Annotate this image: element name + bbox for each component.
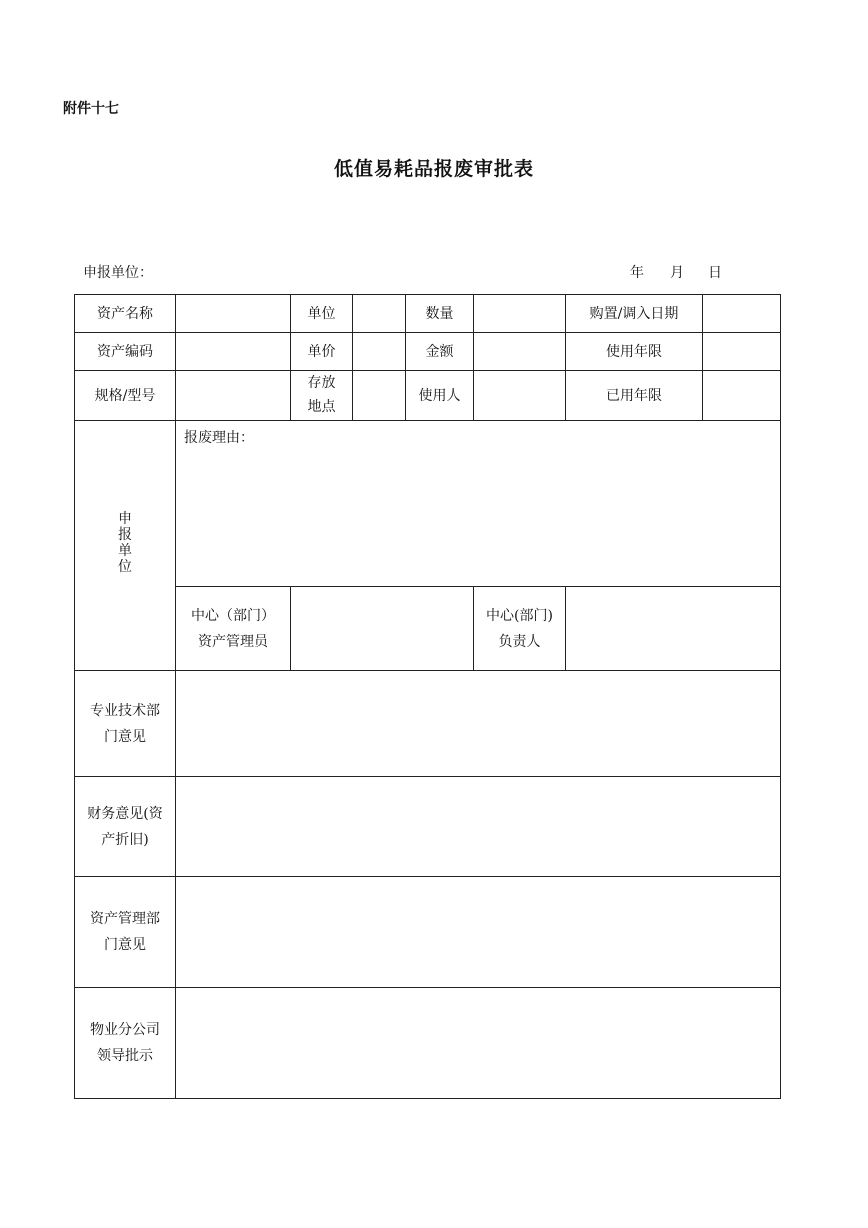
center-asset-manager-field[interactable] bbox=[291, 587, 474, 671]
center-asset-manager-line1: 中心（部门） bbox=[191, 607, 275, 624]
amount-field[interactable] bbox=[474, 333, 566, 371]
table-row bbox=[75, 988, 781, 1099]
branch-leader-line1: 物业分公司 bbox=[90, 1022, 160, 1038]
used-years-field[interactable] bbox=[703, 371, 781, 421]
reporting-unit-label: 申报单位： bbox=[83, 265, 153, 281]
asset-code-label: 资产编码 bbox=[75, 333, 176, 371]
asset-mgmt-opinion-line1: 资产管理部 bbox=[90, 911, 160, 927]
quantity-field[interactable] bbox=[474, 295, 566, 333]
asset-mgmt-opinion-label bbox=[75, 877, 176, 988]
finance-opinion-line2: 产折旧) bbox=[101, 831, 149, 848]
table-row bbox=[75, 877, 781, 988]
unit-price-label: 单价 bbox=[291, 333, 353, 371]
storage-location-field[interactable] bbox=[353, 371, 406, 421]
tech-dept-opinion-line2: 门意见 bbox=[104, 728, 146, 745]
asset-mgmt-opinion-field[interactable] bbox=[176, 877, 781, 988]
date-year-label: 年 bbox=[630, 265, 644, 281]
table-row bbox=[75, 333, 781, 371]
table-row bbox=[75, 421, 781, 587]
user-field[interactable] bbox=[474, 371, 566, 421]
used-years-label: 已用年限 bbox=[566, 371, 703, 421]
asset-name-field[interactable] bbox=[176, 295, 291, 333]
asset-code-field[interactable] bbox=[176, 333, 291, 371]
center-asset-manager-line2: 资产管理员 bbox=[198, 633, 268, 650]
spec-model-label: 规格/型号 bbox=[75, 371, 176, 421]
unit-label: 单位 bbox=[291, 295, 353, 333]
finance-opinion-label bbox=[75, 777, 176, 877]
purchase-date-field[interactable] bbox=[703, 295, 781, 333]
attachment-label: 附件十七 bbox=[63, 101, 119, 117]
table-row bbox=[75, 671, 781, 777]
tech-dept-opinion-field[interactable] bbox=[176, 671, 781, 777]
center-head-line1: 中心(部门) bbox=[486, 607, 553, 624]
quantity-label: 数量 bbox=[406, 295, 474, 333]
table-row bbox=[75, 295, 781, 333]
center-head-label bbox=[474, 587, 566, 671]
purchase-date-label: 购置/调入日期 bbox=[566, 295, 703, 333]
form-title: 低值易耗品报废审批表 bbox=[333, 158, 534, 180]
spec-model-field[interactable] bbox=[176, 371, 291, 421]
asset-name-label: 资产名称 bbox=[75, 295, 176, 333]
reporting-unit-vertical-label bbox=[75, 421, 176, 671]
scrap-reason-field[interactable] bbox=[176, 421, 781, 587]
service-life-label: 使用年限 bbox=[566, 333, 703, 371]
unit-field[interactable] bbox=[353, 295, 406, 333]
tech-dept-opinion-label bbox=[75, 671, 176, 777]
date-day-label: 日 bbox=[708, 265, 722, 281]
storage-location-label bbox=[291, 371, 353, 421]
storage-location-text: 存放地点 bbox=[307, 375, 336, 415]
reporting-unit-vertical-text: 申报单位 bbox=[118, 511, 132, 575]
branch-leader-line2: 领导批示 bbox=[97, 1048, 153, 1064]
asset-mgmt-opinion-line2: 门意见 bbox=[104, 937, 146, 953]
center-asset-manager-label bbox=[176, 587, 291, 671]
table-row bbox=[75, 777, 781, 877]
finance-opinion-line1: 财务意见(资 bbox=[87, 805, 163, 822]
amount-label: 金额 bbox=[406, 333, 474, 371]
scrap-reason-label: 报废理由： bbox=[184, 430, 254, 446]
table-row bbox=[75, 371, 781, 421]
tech-dept-opinion-line1: 专业技术部 bbox=[90, 702, 160, 719]
table-row bbox=[75, 587, 781, 671]
center-head-field[interactable] bbox=[566, 587, 781, 671]
unit-price-field[interactable] bbox=[353, 333, 406, 371]
approval-form-table bbox=[74, 294, 781, 1099]
center-head-line2: 负责人 bbox=[498, 633, 541, 650]
service-life-field[interactable] bbox=[703, 333, 781, 371]
branch-leader-label bbox=[75, 988, 176, 1099]
branch-leader-field[interactable] bbox=[176, 988, 781, 1099]
user-label: 使用人 bbox=[406, 371, 474, 421]
finance-opinion-field[interactable] bbox=[176, 777, 781, 877]
date-line bbox=[630, 262, 722, 282]
date-month-label: 月 bbox=[670, 265, 684, 281]
